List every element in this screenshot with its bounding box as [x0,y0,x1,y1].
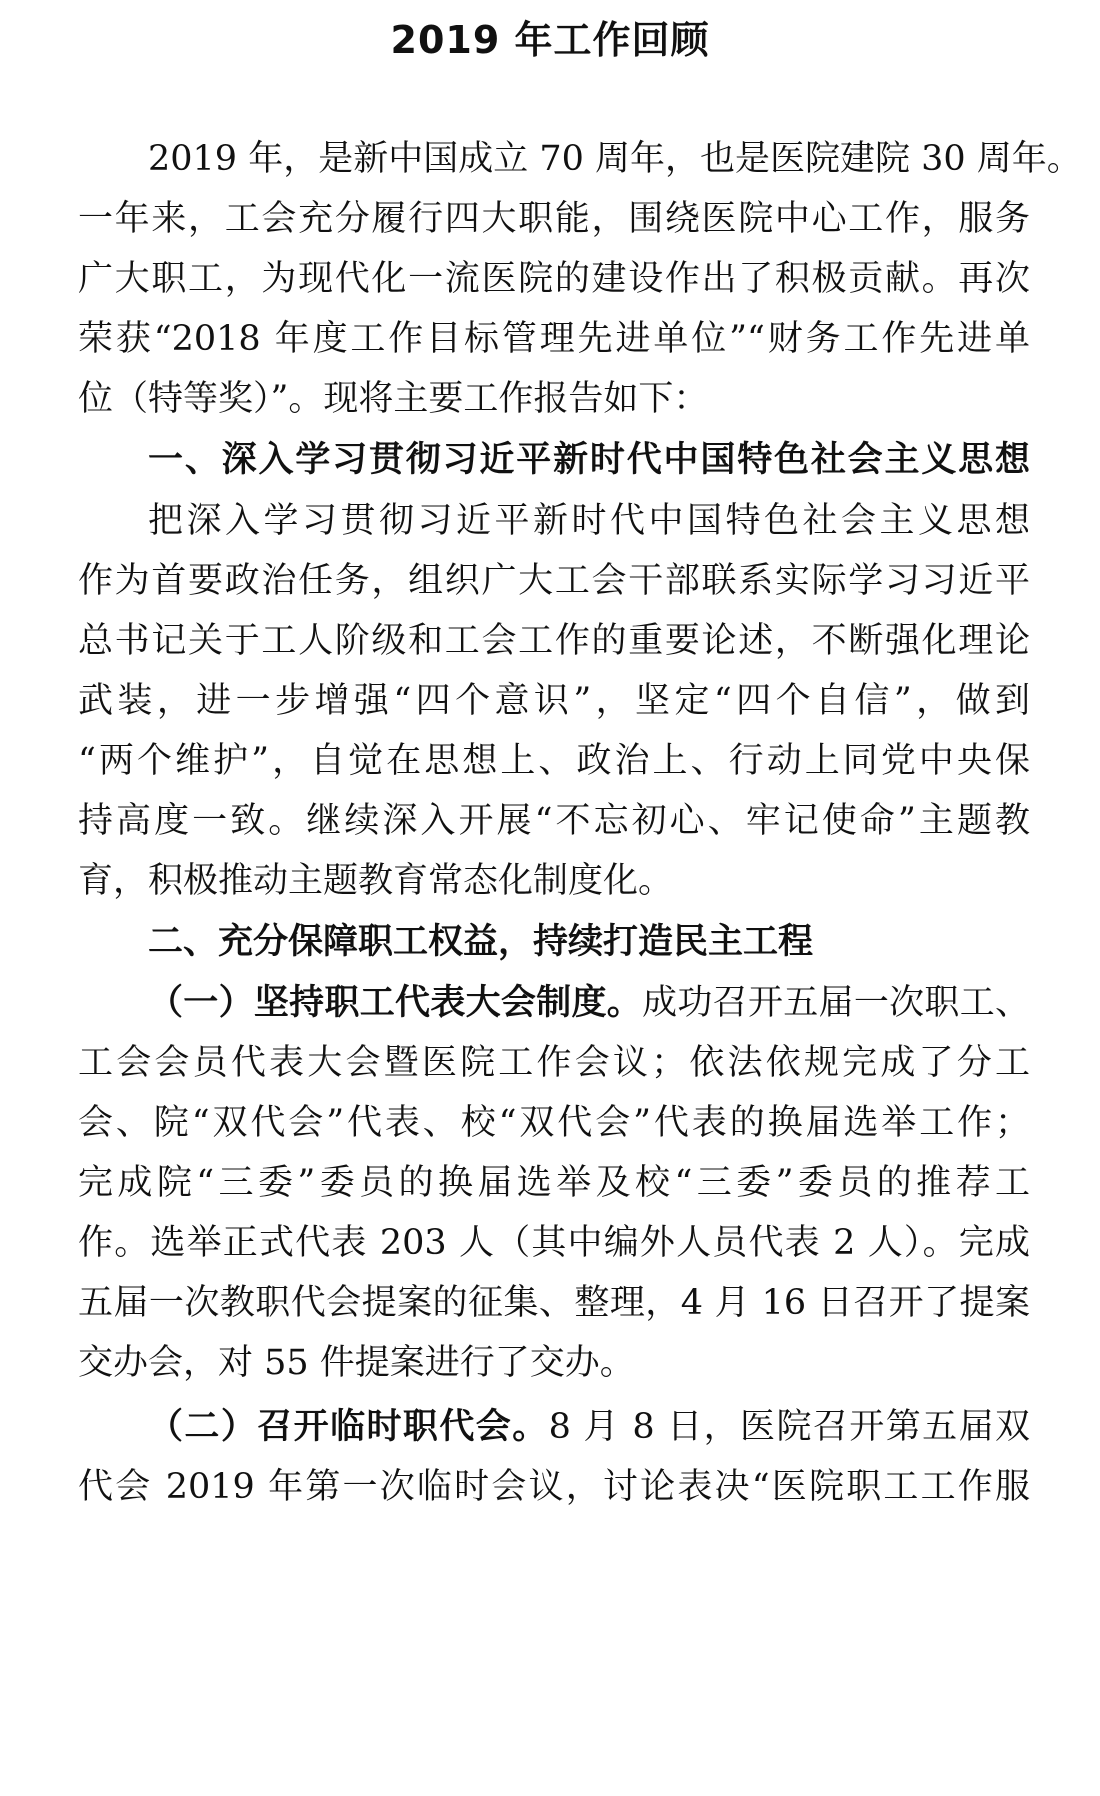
subsection-heading-2: （二）召开临时职代会。 [148,1407,549,1447]
paragraph-2-line-1: 把深入学习贯彻习近平新时代中国特色社会主义思想 [148,501,1030,541]
paragraph-1-line-3: 广大职工，为现代化一流医院的建设作出了积极贡献。再次 [78,259,1030,299]
paragraph-3-line-4: 完成院“三委”委员的换届选举及校“三委”委员的推荐工 [78,1163,1030,1203]
paragraph-2-line-6: 持高度一致。继续深入开展“不忘初心、牢记使命”主题教 [78,801,1030,841]
page-title: 2019 年工作回顾 [390,18,710,62]
paragraph-2-line-7: 育，积极推动主题教育常态化制度化。 [78,861,674,901]
paragraph-1-line-2: 一年来，工会充分履行四大职能，围绕医院中心工作，服务 [78,199,1030,239]
paragraph-3-line-6: 五届一次教职代会提案的征集、整理，4 月 16 日召开了提案 [78,1283,1030,1323]
paragraph-3-line-5: 作。选举正式代表 203 人（其中编外人员代表 2 人）。完成 [78,1223,1030,1263]
section-heading-2: 二、充分保障职工权益，持续打造民主工程 [148,922,814,962]
paragraph-2-line-5: “两个维护”，自觉在思想上、政治上、行动上同党中央保 [78,741,1030,781]
paragraph-3-line-7: 交办会，对 55 件提案进行了交办。 [78,1343,635,1383]
section-heading-1: 一、深入学习贯彻习近平新时代中国特色社会主义思想 [148,440,1030,480]
paragraph-3-line-1-text: 成功召开五届一次职工、 [642,983,1030,1023]
paragraph-1-line-1: 2019 年，是新中国成立 70 周年，也是医院建院 30 周年。 [148,139,1082,179]
paragraph-3-line-2: 工会会员代表大会暨医院工作会议；依法依规完成了分工 [78,1043,1030,1083]
subsection-heading-1: （一）坚持职工代表大会制度。 [148,983,643,1023]
paragraph-1-line-4: 荣获“2018 年度工作目标管理先进单位”“财务工作先进单 [78,319,1030,359]
paragraph-4-line-1-text: 8 月 8 日，医院召开第五届双 [548,1407,1030,1447]
paragraph-2-line-4: 武装，进一步增强“四个意识”，坚定“四个自信”，做到 [78,681,1030,721]
paragraph-3-line-3: 会、院“双代会”代表、校“双代会”代表的换届选举工作； [78,1103,1030,1143]
paragraph-4-line-1 [148,1404,1030,1450]
paragraph-4-line-2: 代会 2019 年第一次临时会议，讨论表决“医院职工工作服 [78,1467,1030,1507]
paragraph-2-line-2: 作为首要政治任务，组织广大工会干部联系实际学习习近平 [78,561,1030,601]
paragraph-2-line-3: 总书记关于工人阶级和工会工作的重要论述，不断强化理论 [78,621,1030,661]
paragraph-1-line-5: 位（特等奖）”。现将主要工作报告如下： [78,379,709,419]
paragraph-3-line-1 [148,980,1030,1026]
